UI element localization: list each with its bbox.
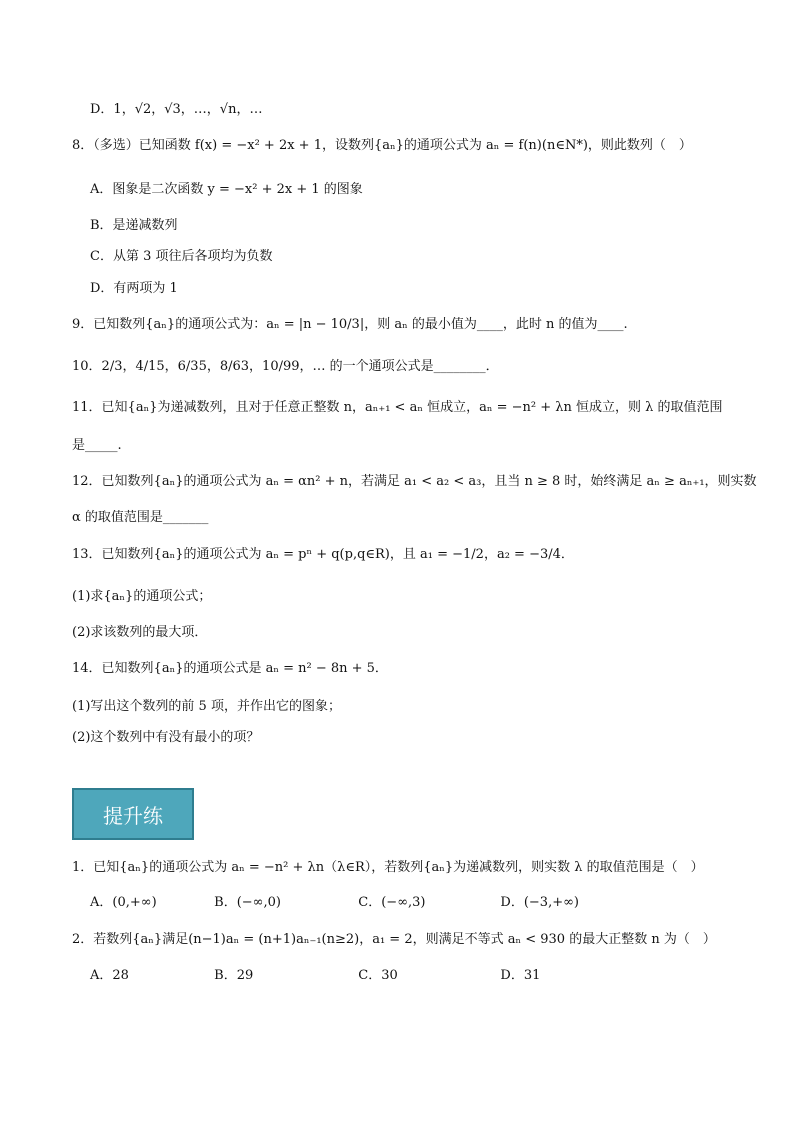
question-12-line2: α 的取值范围是_______ xyxy=(72,510,209,525)
advanced-q2-option-a: A．28 xyxy=(90,968,129,983)
advanced-q2-option-c: C．30 xyxy=(358,968,398,983)
question-13-part-2: (2)求该数列的最大项． xyxy=(72,625,208,640)
advanced-q1-option-c: C．(−∞,3) xyxy=(358,895,426,910)
question-11-line1: 11．已知{aₙ}为递减数列，且对于任意正整数 n，aₙ₊₁ < aₙ 恒成立，aₙ = −n² + λn 恒成立，则 λ 的取值范围 xyxy=(72,400,723,415)
advanced-q2-option-d: D．31 xyxy=(500,968,541,983)
advanced-question-1-stem: 1．已知{aₙ}的通项公式为 aₙ = −n² + λn（λ∈R），若数列{aₙ}为递减数列，则实数 λ 的取值范围是（ ） xyxy=(72,860,704,875)
section-title-badge: 提升练 xyxy=(72,788,194,840)
question-8-option-d: D．有两项为 1 xyxy=(90,281,178,296)
question-14-stem: 14．已知数列{aₙ}的通项公式是 aₙ = n² − 8n + 5． xyxy=(72,661,388,676)
question-14-part-1: (1)写出这个数列的前 5 项，并作出它的图象； xyxy=(72,699,341,714)
question-10: 10．2/3，4/15，6/35，8/63，10/99，… 的一个通项公式是________． xyxy=(72,359,499,374)
option-d-sqrt-sequence: D．1，√2，√3，…，√n，… xyxy=(90,102,263,117)
question-8-option-c: C．从第 3 项往后各项均为负数 xyxy=(90,249,273,264)
advanced-question-2-stem: 2．若数列{aₙ}满足(n−1)aₙ = (n+1)aₙ₋₁(n≥2)，a₁ = 2，则满足不等式 aₙ < 930 的最大正整数 n 为（ ） xyxy=(72,932,716,947)
advanced-q1-option-a: A．(0,+∞) xyxy=(90,895,157,910)
question-14-part-2: (2)这个数列中有没有最小的项？ xyxy=(72,730,260,745)
advanced-question-2-options xyxy=(90,966,540,986)
question-9: 9．已知数列{aₙ}的通项公式为：aₙ = |n − 10/3|，则 aₙ 的最小值为____，此时 n 的值为____. xyxy=(72,317,628,332)
advanced-q1-option-d: D．(−3,+∞) xyxy=(500,895,580,910)
question-8-option-b: B．是递减数列 xyxy=(90,218,178,233)
advanced-q2-option-b: B．29 xyxy=(214,968,254,983)
question-8-stem: 8．（多选）已知函数 f(x) = −x² + 2x + 1，设数列{aₙ}的通项公式为 aₙ = f(n)(n∈N*)，则此数列（ ） xyxy=(72,138,692,153)
advanced-q1-option-b: B．(−∞,0) xyxy=(214,895,281,910)
question-12-line1: 12．已知数列{aₙ}的通项公式为 aₙ = αn² + n，若满足 a₁ < a₂ < a₃，且当 n ≥ 8 时，始终满足 aₙ ≥ aₙ₊₁，则实数 xyxy=(72,474,757,489)
question-8-option-a: A．图象是二次函数 y = −x² + 2x + 1 的图象 xyxy=(90,182,363,197)
question-13-part-1: (1)求{aₙ}的通项公式； xyxy=(72,589,212,604)
question-11-line2: 是_____. xyxy=(72,438,122,453)
advanced-question-1-options xyxy=(90,893,579,913)
question-13-stem: 13．已知数列{aₙ}的通项公式为 aₙ = pⁿ + q(p,q∈R)，且 a₁ = −1/2，a₂ = −3/4． xyxy=(72,547,574,562)
